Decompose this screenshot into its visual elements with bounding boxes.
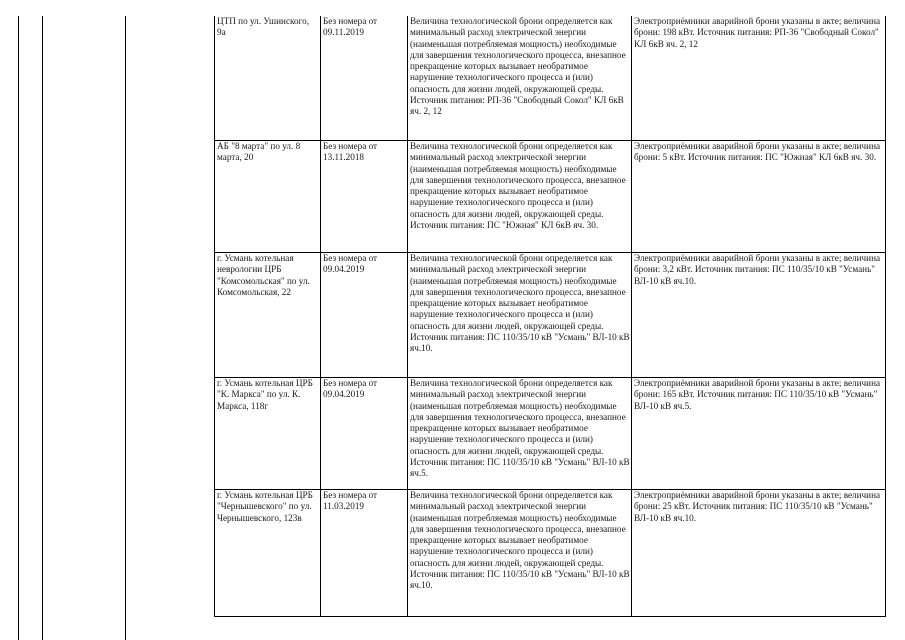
object-cell [215, 16, 321, 141]
act-cell [321, 141, 408, 253]
reserve-justification: Величина технологической брони определяется как минимальный расход электрической энергии (наименьшая потребляемая мощность) необходимые для завершения технологического процесса, внезапное прекращение которых вызывает необратимое нарушение технологического процесса и (или) опасность для жизни людей, окружающей среды. Источник питания: ПС "Южная" КЛ 6кВ яч. 30. [410, 141, 626, 231]
act-number-date: Без номера от 09.04.2019 [323, 378, 378, 400]
reserve-cell [632, 253, 886, 378]
object-name: г. Усмань котельная ЦРБ "К. Маркса" по ул. К. Маркса, 118г [217, 378, 313, 411]
reserve-cell [632, 490, 886, 617]
reserve-value: Электроприёмники аварийной брони указаны в акте; величина брони: 5 кВт. Источник питания: ПС "Южная" КЛ 6кВ яч. 30. [634, 141, 881, 163]
act-cell [321, 253, 408, 378]
reserve-justification: Величина технологической брони определяется как минимальный расход электрической энергии (наименьшая потребляемая мощность) необходимые для завершения технологического процесса, внезапное прекращение которых вызывает необратимое нарушение технологического процесса и (или) опасность для жизни людей, окружающей среды. Источник питания: ПС 110/35/10 кВ "Усмань" ВЛ-10 кВ яч.10. [410, 253, 630, 354]
object-cell [215, 490, 321, 617]
act-cell [321, 490, 408, 617]
table-row [215, 490, 886, 617]
column-border-line [125, 16, 126, 640]
object-cell [215, 253, 321, 378]
object-name: г. Усмань котельная неврологии ЦРБ "Комсомольская" по ул. Комсомольская, 22 [217, 253, 310, 297]
reserve-value: Электроприёмники аварийной брони указаны в акте; величина брони: 198 кВт. Источник питания: РП-36 "Свободный Сокол" КЛ 6кВ яч. 2, 12 [634, 16, 881, 49]
object-name: г. Усмань котельная ЦРБ "Чернышевского" по ул. Чернышевского, 123в [217, 490, 313, 523]
object-name: ЦТП по ул. Ушинского, 9а [217, 16, 310, 38]
reserve-justification: Величина технологической брони определяется как минимальный расход электрической энергии (наименьшая потребляемая мощность) необходимые для завершения технологического процесса, внезапное прекращение которых вызывает необратимое нарушение технологического процесса и (или) опасность для жизни людей, окружающей среды. Источник питания: ПС 110/35/10 кВ "Усмань" ВЛ-10 кВ яч.5. [410, 378, 630, 479]
object-cell [215, 378, 321, 490]
act-number-date: Без номера от 11.03.2019 [323, 490, 378, 512]
table-row [215, 141, 886, 253]
justification-cell [408, 378, 632, 490]
reserve-cell [632, 378, 886, 490]
table-row [215, 378, 886, 490]
reserve-cell [632, 16, 886, 141]
reserve-justification: Величина технологической брони определяется как минимальный расход электрической энергии (наименьшая потребляемая мощность) необходимые для завершения технологического процесса, внезапное прекращение которых вызывает необратимое нарушение технологического процесса и (или) опасность для жизни людей, окружающей среды. Источник питания: РП-36 "Свободный Сокол" КЛ 6кВ яч. 2, 12 [410, 16, 626, 117]
table-row [215, 16, 886, 141]
object-name: АБ "8 марта" по ул. 8 марта, 20 [217, 141, 301, 163]
justification-cell [408, 490, 632, 617]
justification-cell [408, 16, 632, 141]
reserve-value: Электроприёмники аварийной брони указаны в акте; величина брони: 165 кВт. Источник питания: ПС 110/35/10 кВ "Усмань" ВЛ-10 кВ яч.5. [634, 378, 881, 411]
reserve-value: Электроприёмники аварийной брони указаны в акте; величина брони: 25 кВт. Источник питания: ПС 110/35/10 кВ "Усмань" ВЛ-10 кВ яч.10. [634, 490, 881, 523]
act-number-date: Без номера от 13.11.2018 [323, 141, 378, 163]
reserve-cell [632, 141, 886, 253]
column-border-line [42, 16, 43, 640]
act-number-date: Без номера от 09.11.2019 [323, 16, 378, 38]
table-row [215, 253, 886, 378]
column-border-line [18, 16, 19, 640]
act-cell [321, 378, 408, 490]
emergency-reserve-table [214, 16, 886, 617]
object-cell [215, 141, 321, 253]
act-number-date: Без номера от 09.04.2019 [323, 253, 378, 275]
justification-cell [408, 141, 632, 253]
reserve-value: Электроприёмники аварийной брони указаны в акте; величина брони: 3,2 кВт. Источник питания: ПС 110/35/10 кВ "Усмань" ВЛ-10 кВ яч.10. [634, 253, 881, 286]
act-cell [321, 16, 408, 141]
reserve-justification: Величина технологической брони определяется как минимальный расход электрической энергии (наименьшая потребляемая мощность) необходимые для завершения технологического процесса, внезапное прекращение которых вызывает необратимое нарушение технологического процесса и (или) опасность для жизни людей, окружающей среды. Источник питания: ПС 110/35/10 кВ "Усмань" ВЛ-10 кВ яч.10. [410, 490, 630, 591]
justification-cell [408, 253, 632, 378]
